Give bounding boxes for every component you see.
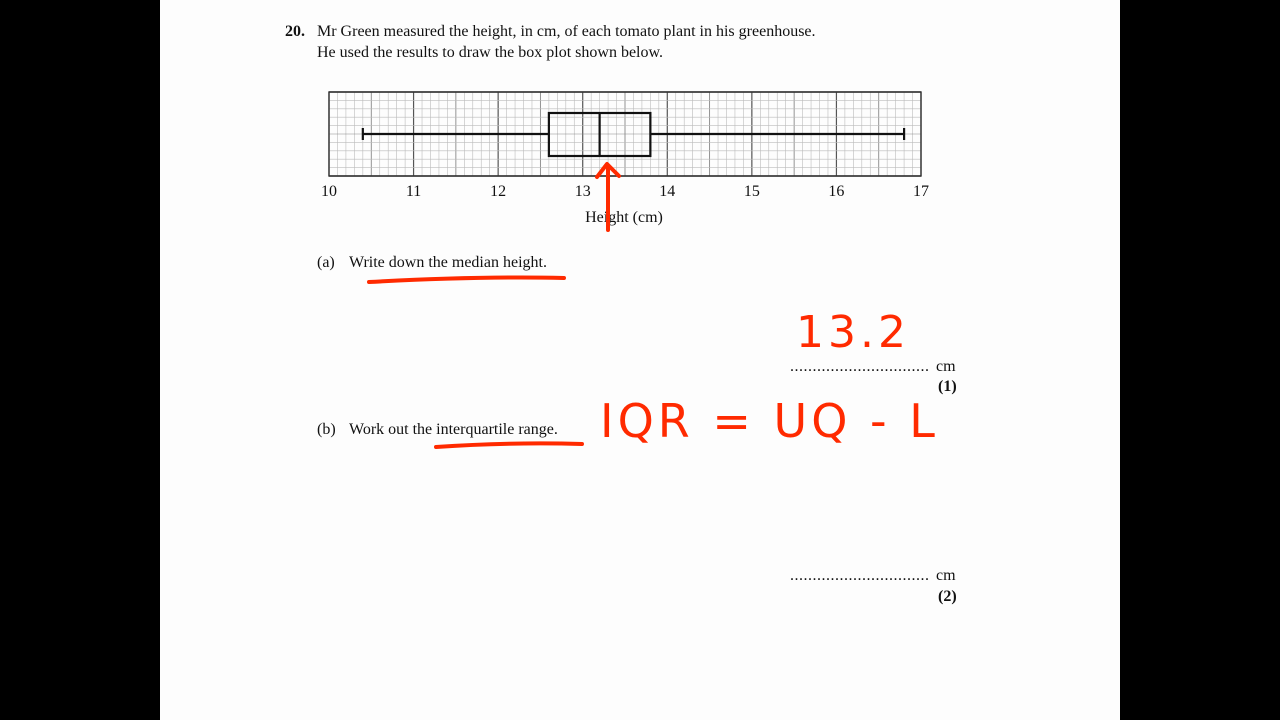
exam-page	[160, 0, 1120, 720]
question-number: 20.	[285, 23, 305, 40]
box-plot-chart	[160, 0, 1120, 250]
part-b-answer-line: ...............................	[790, 567, 930, 584]
part-b-marks: (2)	[938, 588, 957, 605]
x-tick-label: 16	[828, 183, 845, 200]
underline-part-b	[436, 443, 582, 447]
part-b-marks-clip	[930, 588, 970, 605]
x-axis-label: Height (cm)	[585, 209, 663, 226]
part-b-text-end: .	[553, 421, 558, 438]
part-b-label	[317, 420, 336, 440]
handwritten-answer-a: 13.2	[796, 307, 910, 358]
underline-part-a	[369, 278, 564, 283]
question-text-line1: Mr Green measured the height, in cm, of each tomato plant in his greenhouse.	[317, 23, 816, 40]
part-b-text-term: interquartile range	[436, 421, 554, 438]
part-b-text-start: Work out the	[349, 421, 437, 438]
part-b-label-text: (b)	[317, 421, 336, 438]
part-a-text: Write down the median height.	[349, 254, 547, 271]
part-a-answer-line: ...............................	[790, 358, 930, 375]
part-a-label: (a)	[317, 254, 335, 271]
handwritten-formula-b: IQR = UQ - L	[600, 394, 939, 448]
x-tick-label: 10	[321, 183, 337, 200]
part-b-unit: cm	[936, 567, 956, 584]
x-tick-label: 13	[574, 183, 591, 200]
x-tick-label: 12	[490, 183, 507, 200]
x-tick-label: 15	[743, 183, 760, 200]
part-a-unit: cm	[936, 358, 956, 375]
x-tick-label: 11	[405, 183, 422, 200]
part-a-marks: (1)	[938, 378, 957, 395]
x-tick-label: 14	[659, 183, 676, 200]
x-tick-label: 17	[913, 183, 929, 200]
x-axis-ticks	[321, 183, 929, 200]
question-text-line2: He used the results to draw the box plot shown below.	[317, 44, 664, 61]
part-b-text	[349, 420, 558, 440]
